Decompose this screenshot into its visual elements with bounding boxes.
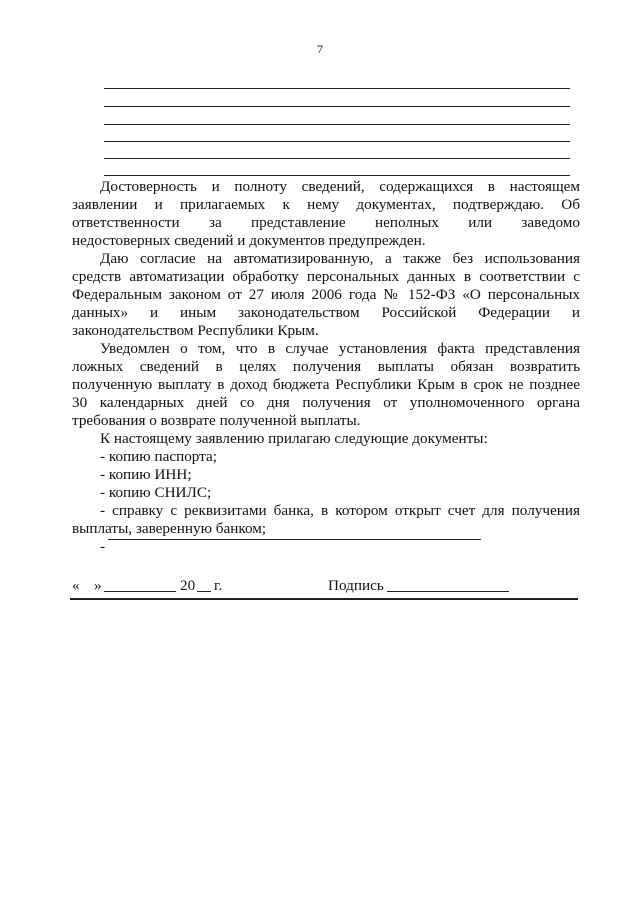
text-line: ложных сведений в целях получения выплаты обязан возвратить <box>72 358 580 375</box>
statement-body <box>72 178 580 556</box>
text-line: данных» и иным законодательством Российской Федерации и <box>72 304 580 321</box>
list-item: - копию паспорта; <box>100 448 217 465</box>
year-prefix: 20 <box>180 577 196 594</box>
text-line: заявлении и прилагаемых к нему документах, подтверждаю. Об <box>72 196 580 213</box>
blank-line-4 <box>104 141 570 142</box>
date-blank-line <box>104 591 176 592</box>
paragraph-attachments-intro: К настоящему заявлению прилагаю следующие документы: <box>100 430 488 447</box>
list-item: - копию СНИЛС; <box>100 484 212 501</box>
page-number: 7 <box>317 42 323 56</box>
footer-bottom-rule <box>70 598 578 600</box>
date-open-quote: « <box>72 577 80 594</box>
blank-line-5 <box>104 158 570 159</box>
text-line: требования о возврате полученной выплаты. <box>72 412 361 429</box>
text-line: Даю согласие на автоматизированную, а также без использования <box>100 250 580 267</box>
list-item: - <box>100 538 106 555</box>
blank-line-3 <box>104 124 570 125</box>
list-item: - справку с реквизитами банка, в котором открыт счет для получения <box>100 502 580 519</box>
blank-line-6 <box>104 175 570 176</box>
paragraph-consent <box>72 250 580 340</box>
paragraph-notice <box>72 340 580 430</box>
text-line: средств автоматизации обработку персональных данных в соответствии с <box>72 268 580 285</box>
text-line: 30 календарных дней со дня получения от уполномоченного органа <box>72 394 580 411</box>
blank-line-2 <box>104 106 570 107</box>
date-close-quote: » <box>94 577 102 594</box>
text-line: законодательством Республики Крым. <box>72 322 319 339</box>
blank-line-1 <box>104 88 570 89</box>
signature-blank-line <box>387 591 509 592</box>
text-line: Федеральным законом от 27 июля 2006 года № 152-ФЗ «О персональных <box>72 286 580 303</box>
text-line: Уведомлен о том, что в случае установления факта представления <box>100 340 580 357</box>
extra-document-blank-line <box>108 539 481 540</box>
text-line: полученную выплату в доход бюджета Республики Крым в срок не позднее <box>72 376 580 393</box>
list-item: - копию ИНН; <box>100 466 192 483</box>
text-line: Достоверность и полноту сведений, содержащихся в настоящем <box>100 178 580 195</box>
text-line: недостоверных сведений и документов предупрежден. <box>72 232 426 249</box>
paragraph-reliability <box>72 178 580 250</box>
list-item-continuation: выплаты, заверенную банком; <box>72 520 267 537</box>
signature-label: Подпись <box>328 577 384 594</box>
year-suffix: г. <box>214 577 223 594</box>
text-line: ответственности за представление неполных или заведомо <box>72 214 580 231</box>
year-blank-line <box>197 591 211 592</box>
